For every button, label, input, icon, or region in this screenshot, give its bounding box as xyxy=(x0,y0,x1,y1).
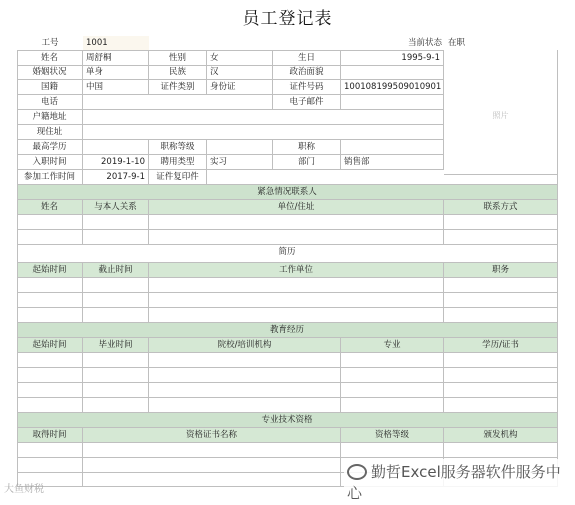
hukou-label: 户籍地址 xyxy=(17,110,83,125)
row-emp-no xyxy=(17,36,558,50)
idno-value[interactable]: 100108199509010901 xyxy=(341,80,444,95)
table-row[interactable] xyxy=(17,308,558,323)
gender-label: 性别 xyxy=(149,51,207,66)
resume-title: 简历 xyxy=(17,245,558,260)
nationality-value[interactable]: 中国 xyxy=(83,80,149,95)
ethnic-label: 民族 xyxy=(149,65,207,80)
title-level-label: 职称等级 xyxy=(149,140,207,155)
emergency-col-address: 单位/住址 xyxy=(149,200,444,215)
emergency-columns xyxy=(17,200,558,215)
resume-col-company: 工作单位 xyxy=(149,263,444,278)
address-value[interactable] xyxy=(83,125,444,140)
marital-value[interactable]: 单身 xyxy=(83,65,149,80)
birthday-label: 生日 xyxy=(273,51,341,66)
table-row[interactable] xyxy=(17,278,558,293)
work-start-label: 参加工作时间 xyxy=(17,170,83,185)
address-label: 现住址 xyxy=(17,125,83,140)
emergency-col-contact: 联系方式 xyxy=(444,200,558,215)
political-label: 政治面貌 xyxy=(273,65,341,80)
education-columns xyxy=(17,338,558,353)
qualification-section-header xyxy=(17,413,558,428)
hire-type-value[interactable]: 实习 xyxy=(207,155,273,170)
qualification-col-date: 取得时间 xyxy=(17,428,83,443)
edu-label: 最高学历 xyxy=(17,140,83,155)
table-row[interactable] xyxy=(17,293,558,308)
watermark-right xyxy=(344,459,575,505)
idno-label: 证件号码 xyxy=(273,80,341,95)
position-value[interactable] xyxy=(341,140,444,155)
qualification-col-cert: 资格证书名称 xyxy=(83,428,341,443)
hire-type-label: 聘用类型 xyxy=(149,155,207,170)
qualification-col-level: 资格等级 xyxy=(341,428,444,443)
name-value[interactable]: 周舒桐 xyxy=(83,51,149,66)
qualification-title: 专业技术资格 xyxy=(17,413,558,428)
resume-col-start: 起始时间 xyxy=(17,263,83,278)
dept-value[interactable]: 销售部 xyxy=(341,155,444,170)
ethnic-value[interactable]: 汉 xyxy=(207,65,273,80)
emergency-col-name: 姓名 xyxy=(17,200,83,215)
chat-icon xyxy=(347,464,367,480)
nationality-label: 国籍 xyxy=(17,80,83,95)
title-level-value[interactable] xyxy=(207,140,273,155)
table-row[interactable] xyxy=(17,383,558,398)
education-col-graduate: 毕业时间 xyxy=(83,338,149,353)
form-title: 员工登记表 xyxy=(242,9,333,29)
photo-label: 照片 xyxy=(492,111,509,120)
edu-value[interactable] xyxy=(83,140,149,155)
education-col-start: 起始时间 xyxy=(17,338,83,353)
table-row[interactable] xyxy=(17,398,558,413)
education-col-major: 专业 xyxy=(341,338,444,353)
education-col-degree: 学历/证书 xyxy=(444,338,558,353)
table-row[interactable] xyxy=(17,215,558,230)
email-value[interactable] xyxy=(341,95,444,110)
work-start-value[interactable]: 2017-9-1 xyxy=(83,170,149,185)
emp-no-label: 工号 xyxy=(41,38,59,48)
join-value[interactable]: 2019-1-10 xyxy=(83,155,149,170)
phone-value[interactable] xyxy=(83,95,273,110)
photo-box[interactable] xyxy=(444,50,558,175)
name-label: 姓名 xyxy=(17,51,83,66)
table-row[interactable] xyxy=(17,368,558,383)
birthday-value[interactable]: 1995-9-1 xyxy=(341,51,444,66)
id-copy-label: 证件复印件 xyxy=(149,170,207,185)
resume-col-end: 截止时间 xyxy=(83,263,149,278)
idtype-label: 证件类别 xyxy=(149,80,207,95)
table-row[interactable] xyxy=(17,353,558,368)
position-label: 职称 xyxy=(273,140,341,155)
political-value[interactable] xyxy=(341,65,444,80)
hukou-value[interactable] xyxy=(83,110,444,125)
resume-columns xyxy=(17,262,558,278)
marital-label: 婚姻状况 xyxy=(17,65,83,80)
table-row[interactable] xyxy=(17,230,558,245)
phone-label: 电话 xyxy=(17,95,83,110)
email-label: 电子邮件 xyxy=(273,95,341,110)
watermark-right-text: 勤哲Excel服务器软件服务中心 xyxy=(347,463,561,502)
emergency-title: 紧急情况联系人 xyxy=(17,185,558,200)
gender-value[interactable]: 女 xyxy=(207,51,273,66)
watermark-left: 大鱼财税 xyxy=(4,484,44,495)
table-row[interactable] xyxy=(17,443,558,458)
education-col-school: 院校/培训机构 xyxy=(149,338,341,353)
education-section-header xyxy=(17,323,558,338)
resume-section-header xyxy=(17,245,558,260)
emergency-col-relation: 与本人关系 xyxy=(83,200,149,215)
emp-no-value[interactable]: 1001 xyxy=(83,36,149,50)
education-title: 教育经历 xyxy=(17,323,558,338)
status-label: 当前状态 xyxy=(407,38,442,48)
qualification-columns xyxy=(17,428,558,443)
join-label: 入职时间 xyxy=(17,155,83,170)
emergency-section-header xyxy=(17,185,558,200)
qualification-col-issuer: 颁发机构 xyxy=(444,428,558,443)
dept-label: 部门 xyxy=(273,155,341,170)
idtype-value[interactable]: 身份证 xyxy=(207,80,273,95)
status-value[interactable]: 在职 xyxy=(448,38,466,48)
resume-col-role: 职务 xyxy=(444,263,558,278)
